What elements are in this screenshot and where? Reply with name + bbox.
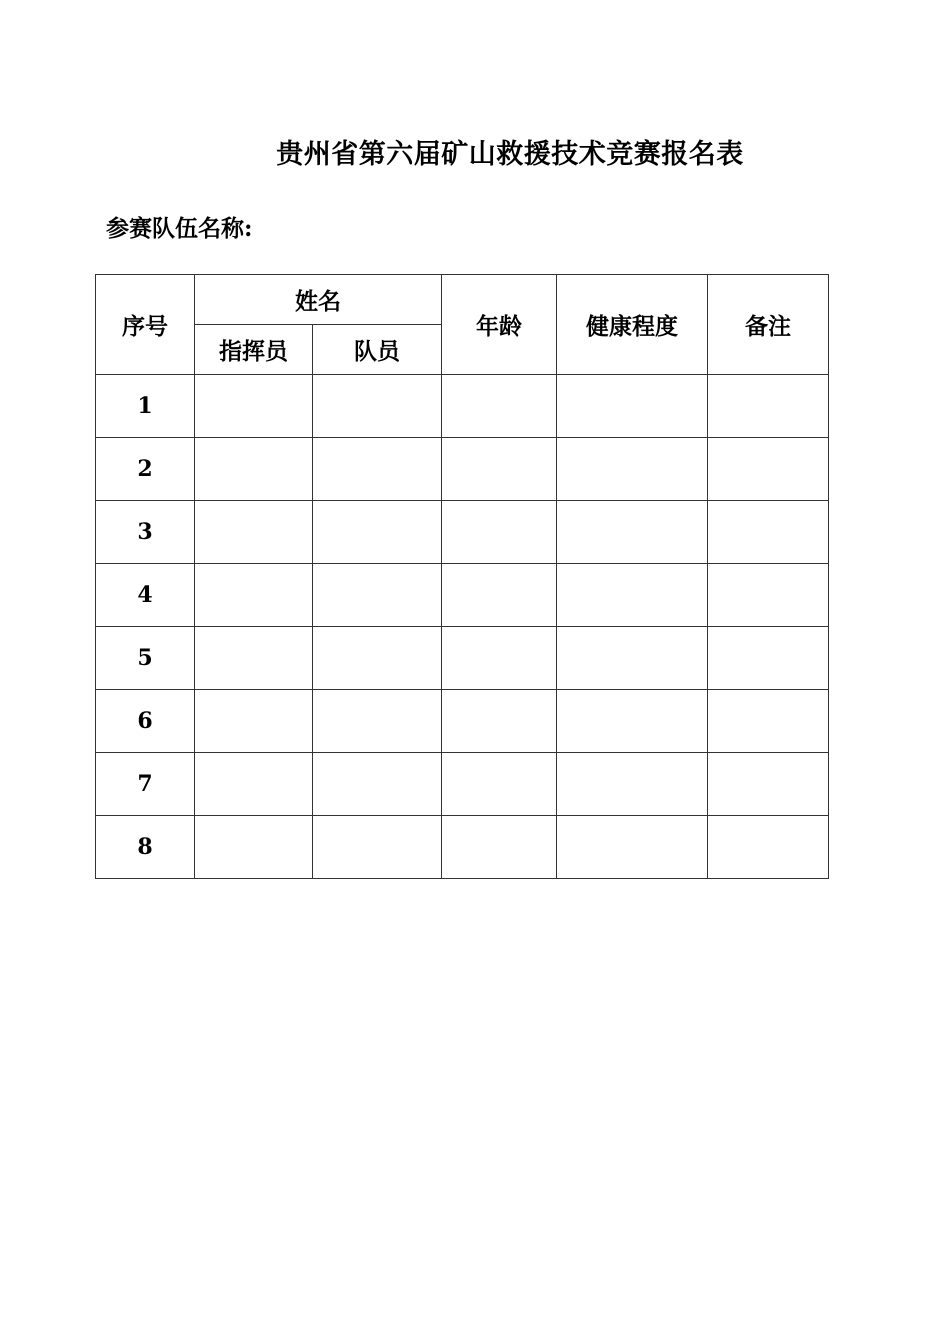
- commander-cell[interactable]: [195, 501, 313, 564]
- registration-table: [95, 274, 829, 879]
- member-cell[interactable]: [313, 564, 442, 627]
- remarks-cell[interactable]: [708, 375, 829, 438]
- age-cell[interactable]: [442, 438, 557, 501]
- team-name-label: 参赛队伍名称:: [106, 215, 253, 242]
- header-commander: 指挥员: [195, 325, 313, 375]
- remarks-cell[interactable]: [708, 438, 829, 501]
- commander-cell[interactable]: [195, 627, 313, 690]
- row-index: 8: [96, 816, 195, 879]
- table-row: [96, 501, 829, 564]
- header-index: 序号: [96, 275, 195, 375]
- header-age: 年龄: [442, 275, 557, 375]
- table-row: [96, 627, 829, 690]
- remarks-cell[interactable]: [708, 690, 829, 753]
- table-row: [96, 753, 829, 816]
- row-index: 2: [96, 438, 195, 501]
- member-cell[interactable]: [313, 627, 442, 690]
- header-health: 健康程度: [557, 275, 708, 375]
- row-index: 4: [96, 564, 195, 627]
- table-row: [96, 690, 829, 753]
- header-remarks: 备注: [708, 275, 829, 375]
- member-cell[interactable]: [313, 501, 442, 564]
- health-cell[interactable]: [557, 375, 708, 438]
- document-title: 贵州省第六届矿山救援技术竞赛报名表: [276, 139, 744, 170]
- health-cell[interactable]: [557, 690, 708, 753]
- age-cell[interactable]: [442, 627, 557, 690]
- commander-cell[interactable]: [195, 816, 313, 879]
- commander-cell[interactable]: [195, 690, 313, 753]
- age-cell[interactable]: [442, 375, 557, 438]
- table-row: [96, 816, 829, 879]
- health-cell[interactable]: [557, 816, 708, 879]
- row-index: 6: [96, 690, 195, 753]
- header-name-group: 姓名: [195, 275, 442, 325]
- member-cell[interactable]: [313, 753, 442, 816]
- row-index: 3: [96, 501, 195, 564]
- member-cell[interactable]: [313, 438, 442, 501]
- member-cell[interactable]: [313, 690, 442, 753]
- health-cell[interactable]: [557, 753, 708, 816]
- remarks-cell[interactable]: [708, 753, 829, 816]
- remarks-cell[interactable]: [708, 564, 829, 627]
- table-row: [96, 375, 829, 438]
- row-index: 7: [96, 753, 195, 816]
- remarks-cell[interactable]: [708, 501, 829, 564]
- age-cell[interactable]: [442, 501, 557, 564]
- table-row: [96, 438, 829, 501]
- remarks-cell[interactable]: [708, 816, 829, 879]
- commander-cell[interactable]: [195, 753, 313, 816]
- remarks-cell[interactable]: [708, 627, 829, 690]
- health-cell[interactable]: [557, 564, 708, 627]
- commander-cell[interactable]: [195, 564, 313, 627]
- age-cell[interactable]: [442, 816, 557, 879]
- member-cell[interactable]: [313, 816, 442, 879]
- commander-cell[interactable]: [195, 375, 313, 438]
- health-cell[interactable]: [557, 501, 708, 564]
- member-cell[interactable]: [313, 375, 442, 438]
- table-row: [96, 564, 829, 627]
- health-cell[interactable]: [557, 438, 708, 501]
- row-index: 5: [96, 627, 195, 690]
- age-cell[interactable]: [442, 753, 557, 816]
- age-cell[interactable]: [442, 690, 557, 753]
- header-member: 队员: [313, 325, 442, 375]
- commander-cell[interactable]: [195, 438, 313, 501]
- health-cell[interactable]: [557, 627, 708, 690]
- row-index: 1: [96, 375, 195, 438]
- age-cell[interactable]: [442, 564, 557, 627]
